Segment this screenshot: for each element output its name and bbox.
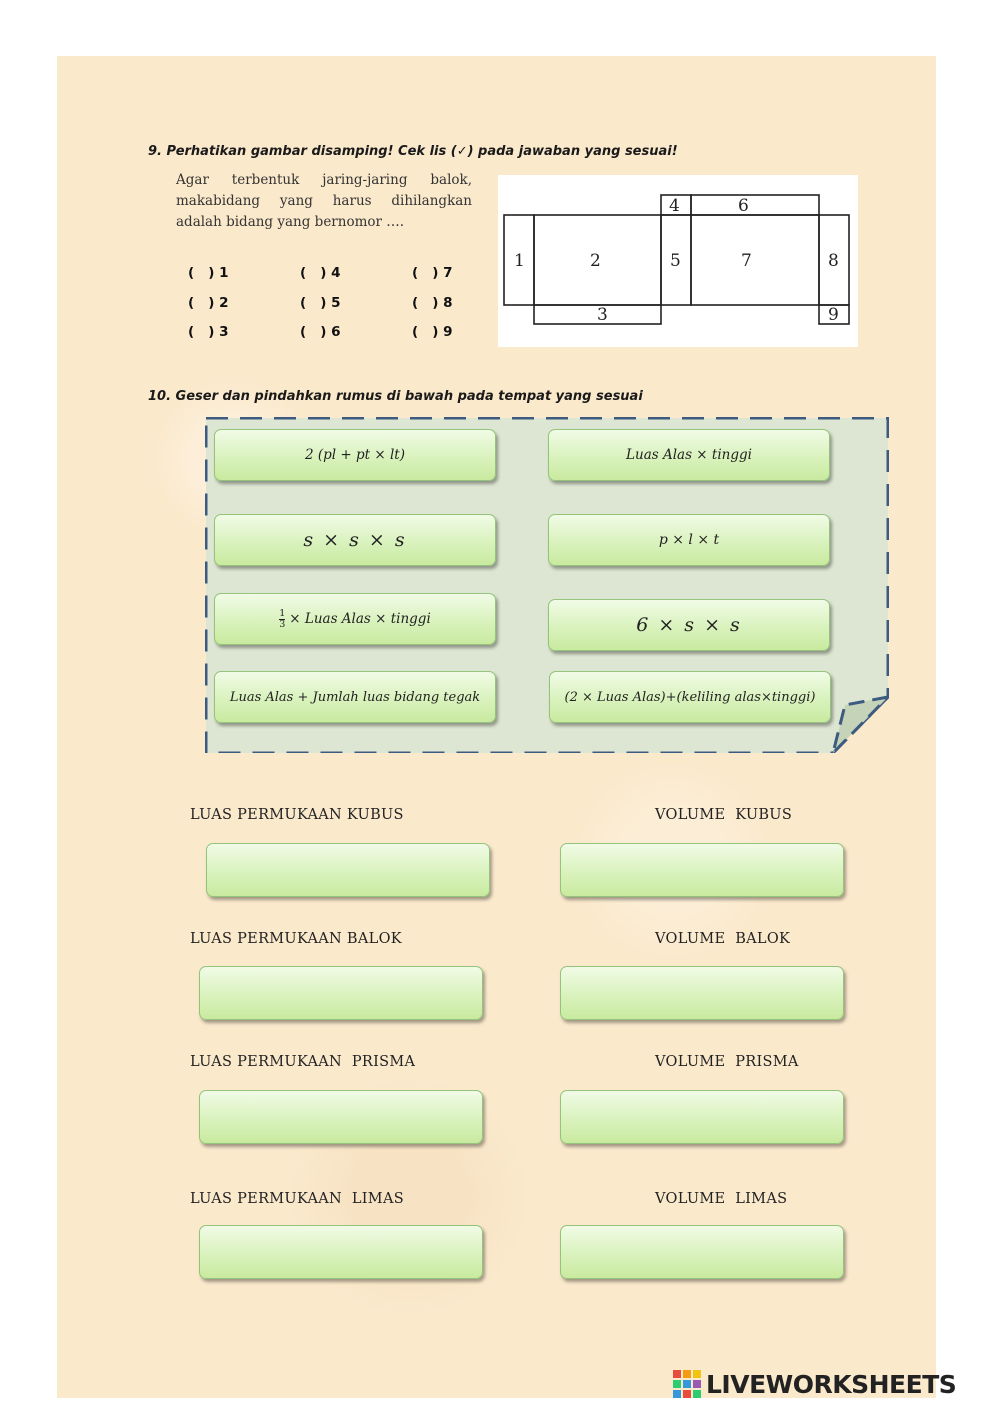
drop-target-luas-balok[interactable]: [199, 966, 483, 1020]
label-luas-permukaan-balok: LUAS PERMUKAAN BALOK: [190, 931, 402, 947]
drop-target-volume-prisma[interactable]: [560, 1090, 844, 1144]
drop-target-volume-kubus[interactable]: [560, 843, 844, 897]
net-face-6: [691, 195, 819, 215]
option-2[interactable]: ( ) 2: [188, 295, 229, 311]
drop-target-luas-prisma[interactable]: [199, 1090, 483, 1144]
drop-target-luas-limas[interactable]: [199, 1225, 483, 1279]
option-5[interactable]: ( ) 5: [300, 295, 341, 311]
net-face-7: [691, 215, 819, 305]
formula-card-6[interactable]: 6 × s × s: [548, 599, 830, 651]
drop-target-volume-balok[interactable]: [560, 966, 844, 1020]
drop-target-volume-limas[interactable]: [560, 1225, 844, 1279]
net-label-5: 5: [670, 251, 681, 271]
option-9[interactable]: ( ) 9: [412, 324, 453, 340]
formula-card-5-text: × Luas Alas × tinggi: [289, 611, 431, 627]
label-volume-balok: VOLUME BALOK: [655, 931, 791, 947]
label-volume-kubus: VOLUME KUBUS: [655, 807, 793, 823]
question-9-title: 9. Perhatikan gambar disamping! Cek lis (✓) pada jawaban yang sesuai!: [148, 144, 678, 159]
net-label-9: 9: [828, 305, 839, 325]
net-label-2: 2: [590, 251, 601, 271]
question-10-title: 10. Geser dan pindahkan rumus di bawah pada tempat yang sesuai: [148, 389, 643, 404]
net-label-6: 6: [738, 196, 749, 216]
option-6[interactable]: ( ) 6: [300, 324, 341, 340]
option-4[interactable]: ( ) 4: [300, 265, 341, 281]
net-label-7: 7: [741, 251, 752, 271]
formula-card-3[interactable]: s × s × s: [214, 514, 496, 566]
formula-card-7[interactable]: Luas Alas + Jumlah luas bidang tegak: [214, 671, 496, 723]
liveworksheets-wordmark: LIVEWORKSHEETS: [706, 1369, 957, 1399]
option-8[interactable]: ( ) 8: [412, 295, 453, 311]
net-label-4: 4: [669, 196, 680, 216]
label-volume-limas: VOLUME LIMAS: [655, 1191, 788, 1207]
net-label-3: 3: [597, 305, 608, 325]
cuboid-net-figure: [498, 175, 858, 347]
fraction-one-third: [279, 609, 285, 630]
net-label-1: 1: [514, 251, 525, 271]
option-7[interactable]: ( ) 7: [412, 265, 453, 281]
option-3[interactable]: ( ) 3: [188, 324, 229, 340]
label-luas-permukaan-kubus: LUAS PERMUKAAN KUBUS: [190, 807, 404, 823]
formula-card-5[interactable]: [214, 593, 496, 645]
drop-target-luas-kubus[interactable]: [206, 843, 490, 897]
label-volume-prisma: VOLUME PRISMA: [655, 1054, 799, 1070]
fraction-numerator: 1: [279, 607, 286, 619]
option-1[interactable]: ( ) 1: [188, 265, 229, 281]
formula-card-8[interactable]: (2 × Luas Alas)+(keliling alas×tinggi): [549, 671, 831, 723]
formula-card-1[interactable]: 2 (pl + pt × lt): [214, 429, 496, 481]
question-9-body: Agar terbentuk jaring-jaring balok, makabidang yang harus dihilangkan adalah bidang yang bernomor ….: [176, 172, 472, 230]
label-luas-permukaan-limas: LUAS PERMUKAAN LIMAS: [190, 1191, 404, 1207]
net-label-8: 8: [828, 251, 839, 271]
fraction-denominator: 3: [279, 618, 286, 630]
formula-card-4[interactable]: p × l × t: [548, 514, 830, 566]
label-luas-permukaan-prisma: LUAS PERMUKAAN PRISMA: [190, 1054, 416, 1070]
liveworksheets-logo: [672, 1366, 992, 1402]
formula-card-2[interactable]: Luas Alas × tinggi: [548, 429, 830, 481]
liveworksheets-icon: [672, 1369, 702, 1399]
